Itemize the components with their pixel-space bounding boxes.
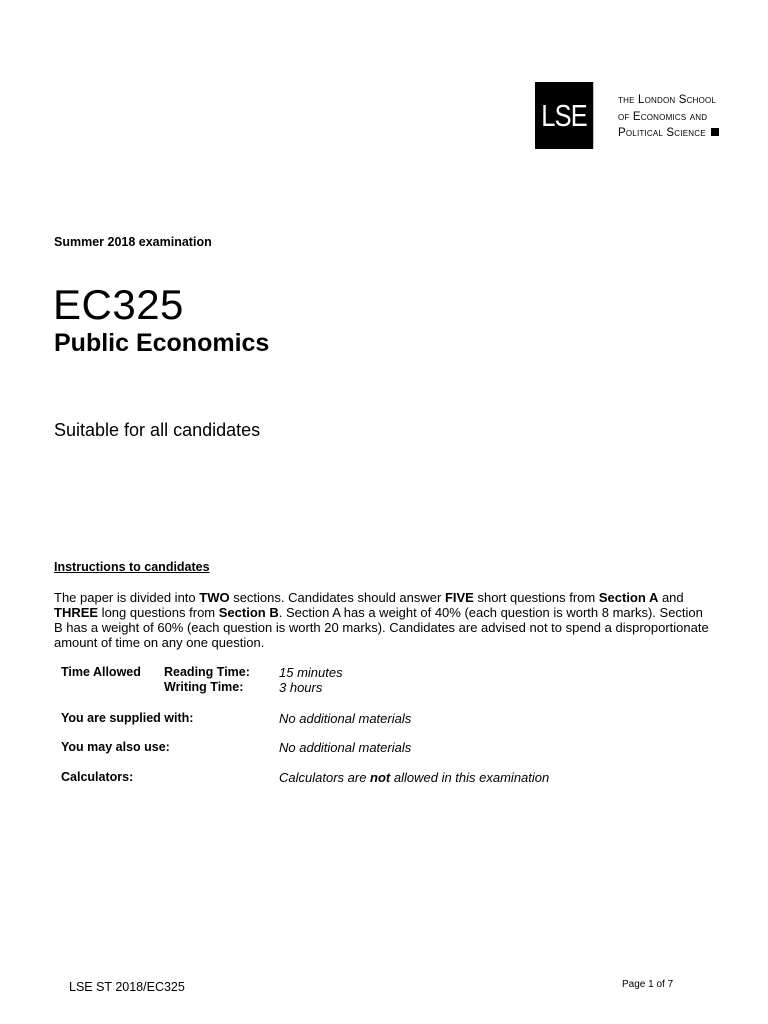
instr-text: long questions from bbox=[98, 605, 219, 620]
logo-line-2: of Economics and bbox=[618, 110, 708, 123]
supplied-label: You are supplied with: bbox=[61, 711, 194, 725]
instructions-paragraph bbox=[54, 590, 714, 650]
logo-line-1: the London School bbox=[618, 94, 717, 106]
reading-time-label: Reading Time: bbox=[164, 665, 250, 679]
instr-text: sections. Candidates should answer bbox=[229, 590, 445, 605]
calculators-label: Calculators: bbox=[61, 770, 134, 784]
instr-bold: THREE bbox=[54, 605, 99, 620]
logo-mark-text: LSE bbox=[541, 97, 587, 133]
calculators-value bbox=[279, 770, 549, 785]
instructions-heading: Instructions to candidates bbox=[54, 560, 210, 574]
logo-line-3-text: Political Science bbox=[618, 127, 706, 139]
may-use-label: You may also use: bbox=[61, 740, 170, 754]
footer-course-ref: LSE ST 2018/EC325 bbox=[69, 980, 185, 994]
instr-text: short questions from bbox=[473, 590, 599, 605]
lse-logo-mark bbox=[535, 82, 593, 149]
logo-wordmark bbox=[618, 92, 719, 142]
logo-line-3 bbox=[618, 125, 719, 142]
calc-text: Calculators are bbox=[279, 770, 371, 785]
instr-text: and bbox=[658, 590, 684, 605]
writing-time-label: Writing Time: bbox=[164, 680, 244, 694]
course-code: EC325 bbox=[53, 281, 184, 328]
course-title: Public Economics bbox=[54, 329, 270, 357]
suitability-note: Suitable for all candidates bbox=[54, 420, 261, 440]
instr-bold: Section B bbox=[218, 605, 279, 620]
instr-bold: Section A bbox=[598, 590, 659, 605]
instr-bold: FIVE bbox=[444, 590, 474, 605]
instr-text: . Section A has a weight of 40% (each question is worth 8 marks). Section B has a weight of 60% (each question is worth 20 marks). Candidates are advised not to spend a disproportionate amount of time on any one question. bbox=[54, 605, 709, 650]
logo-square-icon bbox=[711, 128, 719, 136]
instr-bold: TWO bbox=[199, 590, 230, 605]
calc-bold: not bbox=[370, 770, 391, 785]
instr-text: The paper is divided into bbox=[54, 590, 200, 605]
writing-time-value: 3 hours bbox=[279, 680, 323, 695]
reading-time-value: 15 minutes bbox=[279, 665, 343, 680]
exam-session: Summer 2018 examination bbox=[54, 235, 212, 249]
calc-text: allowed in this examination bbox=[390, 770, 550, 785]
may-use-value: No additional materials bbox=[279, 740, 412, 755]
time-allowed-label: Time Allowed bbox=[61, 665, 141, 679]
page-number: Page 1 of 7 bbox=[622, 979, 674, 990]
supplied-value: No additional materials bbox=[279, 711, 412, 726]
